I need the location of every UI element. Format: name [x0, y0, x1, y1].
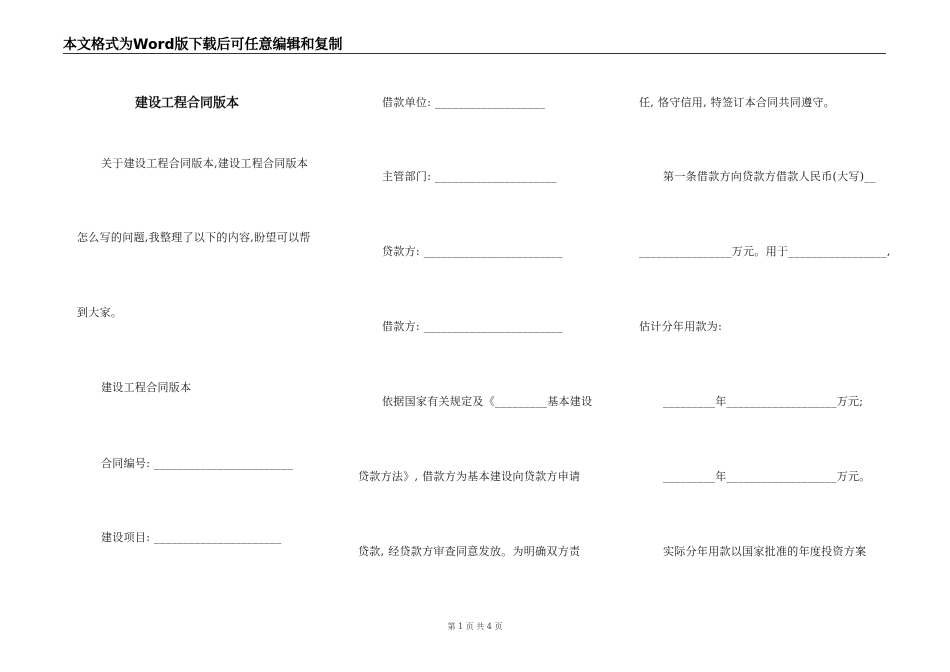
header-divider	[63, 53, 886, 54]
col2-line-5: 依据国家有关规定及《_________基本建设	[382, 395, 593, 408]
col1-line-3: 到大家。	[77, 306, 123, 319]
col3-line-6: _________年___________________万元。	[663, 470, 871, 483]
col1-line-1: 关于建设工程合同版本,建设工程合同版本	[101, 157, 309, 170]
project-field: 建设项目: ______________________	[101, 531, 282, 544]
page-header-title: 本文格式为Word版下载后可任意编辑和复制	[63, 37, 343, 53]
document-title: 建设工程合同版本	[135, 96, 240, 111]
department-field: 主管部门: _____________________	[382, 170, 557, 183]
col2-line-7: 贷款, 经贷款方审查同意发放。为明确双方责	[358, 545, 581, 558]
contract-number-field: 合同编号: ________________________	[101, 457, 294, 470]
borrower-unit-field: 借款单位: ___________________	[382, 96, 546, 109]
col1-line-4: 建设工程合同版本	[101, 381, 192, 394]
page-number-footer: 第 1 页 共 4 页	[447, 622, 503, 631]
lender-field: 贷款方: ________________________	[382, 245, 563, 258]
col3-line-2: 第一条借款方向贷款方借款人民币(大写)__	[663, 170, 876, 183]
col1-line-2: 怎么写的问题,我整理了以下的内容,盼望可以帮	[77, 231, 311, 244]
col3-line-7: 实际分年用款以国家批准的年度投资方案	[663, 545, 867, 558]
borrower-field: 借款方: ________________________	[382, 320, 563, 333]
col3-line-1: 任, 恪守信用, 特签订本合同共同遵守。	[639, 96, 835, 109]
col2-line-6: 贷款方法》, 借款方为基本建设向贷款方申请	[358, 470, 581, 483]
col3-line-5: _________年___________________万元;	[663, 395, 864, 408]
col3-line-3: ________________万元。用于_________________,	[639, 245, 891, 258]
col3-line-4: 估计分年用款为:	[639, 320, 723, 333]
